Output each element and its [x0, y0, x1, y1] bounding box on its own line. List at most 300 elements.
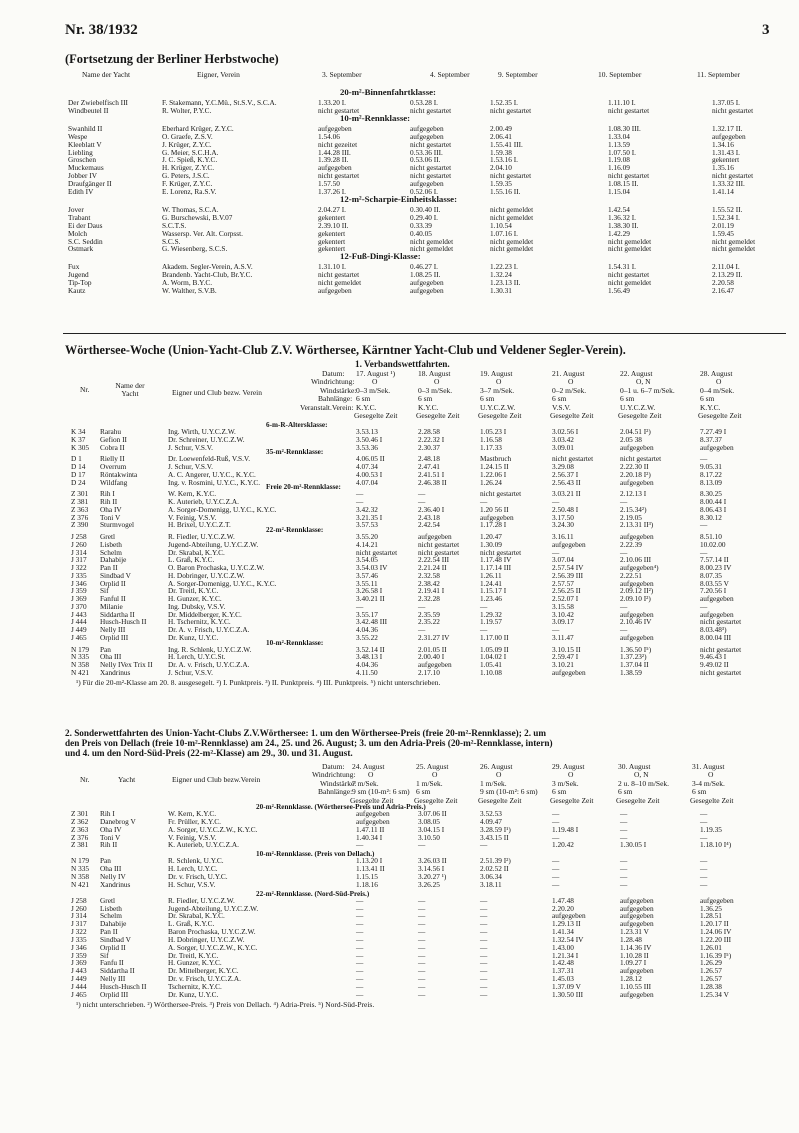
owner-club: Dr. Mittelberger, K.Y.C.: [168, 966, 239, 976]
sonder-title-line: 2. Sonderwettfahrten des Union-Yacht-Clubs Z.V.Wörthersee: 1. um den Wörthersee-Preis (freie 20-m²-Rennklasse); 2. um: [65, 728, 547, 738]
sail-number: D 17: [71, 469, 86, 479]
race-time: 1.14.36 IV: [620, 942, 652, 952]
sail-number: J 317: [71, 919, 87, 929]
header-label: Datum:: [322, 762, 345, 771]
column-header: Gesegelte Zeit: [354, 411, 398, 420]
class-heading: 20-m²-Rennklasse. (Wörthersee-Preis und Adria-Preis.): [256, 803, 426, 811]
yacht-name: S.C. Seddin: [68, 236, 103, 246]
race-time: —: [480, 958, 488, 968]
race-time: nicht gezeitet: [318, 139, 358, 149]
owner-club: O. Baron Prochaska, U.Y.C.Z.W.: [168, 563, 265, 572]
race-time: aufgegeben: [700, 442, 734, 452]
race-time: aufgegeben: [620, 911, 654, 921]
yacht-name: Gretl: [100, 895, 115, 905]
race-time: aufgegeben: [620, 532, 654, 541]
owner-club: Dr. Skrabal, K.Y.C.: [168, 547, 225, 557]
race-time: aufgegeben: [410, 278, 444, 288]
race-time: 8.30.25: [700, 489, 722, 499]
yacht-name: Fanfu II: [100, 958, 124, 968]
race-time: nicht gestartet: [608, 171, 650, 181]
owner-club: R. Wolter, P.Y.C.: [162, 105, 212, 115]
sail-number: Z 376: [71, 832, 89, 842]
race-time: 0.40.05: [410, 228, 432, 238]
race-time: Mastbruch: [480, 454, 512, 464]
race-time: 1.09.27 I: [620, 958, 647, 968]
class-heading: 12-m²-Scharpie-Einheitsklasse:: [340, 193, 457, 204]
yacht-name: Gretl: [100, 532, 115, 541]
owner-club: Dr. A. v. Frisch, U.Y.C.Z.A.: [168, 660, 250, 669]
race-time: nicht gestartet: [620, 454, 662, 464]
race-time: —: [480, 911, 488, 921]
race-time: 2.35.22: [418, 617, 440, 627]
sonder-title-line: den Preis von Dellach (freie 10-m²-Rennklasse) am 24., 25. und 26. August; 3. um den Adria-Preis (20-m²-Rennklasse, intern): [65, 738, 553, 748]
race-header: 6 sm: [552, 394, 567, 404]
race-time: 1.23.46: [480, 594, 502, 603]
sail-number: J 335: [71, 934, 87, 944]
race-time: 1.30.31: [490, 286, 512, 295]
owner-club: G. Meier, S.C.H.A.: [162, 147, 219, 157]
owner-club: W. Kern, K.Y.C.: [168, 489, 217, 499]
race-header: 6 sm: [416, 787, 431, 797]
race-time: gekentert: [318, 228, 346, 238]
race-time: 1.39.28 II.: [318, 155, 349, 165]
owner-club: Dr. v. Frisch, U.Y.C.Z.A.: [168, 974, 241, 984]
owner-club: K. Auterieb, U.Y.C.Z.A.: [168, 497, 240, 506]
race-time: 3.52.53: [480, 809, 502, 818]
race-time: 2.16.47: [712, 286, 734, 295]
race-time: —: [620, 856, 628, 866]
race-time: nicht gemeldet: [608, 278, 652, 288]
race-time: 2.56.39 III: [552, 570, 584, 580]
race-time: 8.17.22: [700, 469, 722, 479]
race-time: 2.00.49: [490, 123, 512, 133]
class-heading: 10-m²-Rennklasse. (Preis von Dellach.): [256, 850, 375, 859]
race-header: 6 sm: [620, 394, 635, 404]
race-time: 2.22.54 III: [418, 555, 450, 565]
sail-number: J 359: [71, 950, 87, 960]
race-header: 0–2 m/Sek.: [552, 385, 587, 395]
owner-club: Dr. Schreiner, U.Y.C.Z.W.: [168, 434, 245, 444]
owner-club: V. Feinig, V.S.V.: [168, 512, 217, 522]
race-time: 1.13.20 I: [356, 856, 383, 866]
owner-club: H. Lerch, U.Y.C.St.: [168, 652, 226, 662]
sail-number: J 449: [71, 625, 87, 634]
race-time: 3.42.48 III: [356, 617, 388, 627]
race-time: 2.20.58: [712, 278, 734, 288]
race-header: 31. August: [692, 762, 725, 771]
race-header: 1 m/Sek.: [416, 778, 443, 788]
race-time: 1.23.13 II.: [490, 278, 521, 288]
sail-number: Z 381: [71, 840, 89, 850]
yacht-name: Sturmvogel: [100, 520, 135, 530]
column-header: Nr.: [80, 775, 90, 784]
race-time: 3.11.47: [552, 632, 574, 642]
sail-number: J 260: [71, 539, 87, 549]
race-time: 3.29.08: [552, 462, 574, 471]
class-heading: 22-m²-Rennklasse:: [266, 526, 324, 534]
owner-club: J. Schur, V.S.V.: [168, 462, 213, 471]
race-time: 1.44.28 III.: [318, 147, 351, 157]
race-header: 0–3 m/Sek.: [356, 385, 391, 395]
race-time: 7.27.49 I: [700, 427, 727, 436]
owner-club: A. Sorger-Domenigg, U.Y.C., K.Y.C.: [168, 578, 277, 588]
race-header: 26. August: [480, 762, 513, 771]
sail-number: Z 301: [71, 809, 89, 818]
race-time: aufgegeben: [356, 816, 390, 826]
yacht-name: Wespe: [68, 131, 88, 141]
race-time: 9.49.02 II: [700, 660, 729, 669]
race-time: nicht gestartet: [356, 547, 398, 557]
race-time: 4.00.53 I: [356, 469, 383, 479]
sail-number: N 335: [71, 652, 90, 662]
yacht-name: Nelly III: [100, 974, 126, 984]
race-time: 3.10.15 II: [552, 644, 581, 654]
yacht-name: Xandrinus: [100, 667, 131, 677]
race-time: —: [620, 809, 628, 818]
race-time: 1.37.23²): [620, 652, 647, 662]
owner-club: G. Burschewski, B.V.07: [162, 212, 233, 222]
race-time: 3.55.17: [356, 609, 378, 619]
race-time: 4.07.34: [356, 462, 378, 471]
race-time: 1.26.11: [480, 570, 502, 580]
race-time: aufgegeben: [410, 286, 444, 295]
race-time: —: [700, 856, 708, 866]
owner-club: R. Fiedler, U.Y.C.Z.W.: [168, 895, 235, 905]
owner-club: Fr. Prüller, K.Y.C.: [168, 816, 221, 826]
column-header: 3. September: [322, 70, 362, 79]
race-header: 6 sm: [552, 787, 567, 797]
race-time: 1.19.48 I: [552, 824, 579, 834]
race-time: 1.22.06 I: [480, 469, 507, 479]
owner-club: Ing. Dubsky, V.S.V.: [168, 601, 226, 611]
race-time: 2.20.20: [552, 903, 574, 913]
yacht-name: Dahabije: [100, 919, 127, 929]
race-time: 4.06.05 II: [356, 454, 385, 464]
race-time: 2.20.18 I²): [620, 469, 651, 479]
sail-number: K 37: [71, 434, 86, 444]
race-time: —: [480, 840, 488, 850]
sail-number: J 258: [71, 895, 87, 905]
race-time: nicht gemeldet: [490, 236, 534, 246]
header-label: Veranstalt.Verein:: [300, 402, 354, 412]
class-heading: 10-m²-Rennklasse:: [266, 638, 324, 647]
sail-number: J 317: [71, 555, 87, 565]
sail-number: J 314: [71, 911, 87, 921]
yacht-name: Schelm: [100, 911, 122, 921]
owner-club: H. Tschernitz, K.Y.C.: [168, 617, 231, 627]
owner-club: H. Schur, V.S.V.: [168, 879, 216, 889]
column-header: Gesegelte Zeit: [478, 411, 522, 420]
yacht-name: Fux: [68, 262, 80, 272]
race-time: 3.52.14 II: [356, 644, 385, 654]
header-label: Windrichtung:: [312, 770, 356, 780]
race-time: —: [356, 911, 364, 921]
race-time: 1.36.25: [700, 903, 722, 913]
race-time: nicht gestartet: [418, 539, 460, 549]
column-header: Gesegelte Zeit: [416, 411, 460, 420]
race-time: —: [356, 989, 364, 999]
race-time: —: [480, 950, 488, 960]
race-time: 3.54.05: [356, 555, 378, 565]
sail-number: D 24: [71, 477, 86, 487]
race-time: 2.36.40 I: [418, 504, 445, 514]
sail-number: J 258: [71, 532, 87, 541]
race-header: O: [434, 377, 440, 387]
sail-number: K 34: [71, 427, 86, 436]
owner-club: A. Sorger-Domenigg, U.Y.C., K.Y.C.: [168, 504, 277, 514]
herbstwoche-title: (Fortsetzung der Berliner Herbstwoche): [65, 52, 279, 66]
header-label: Datum:: [322, 369, 345, 378]
owner-club: R. Schlenk, U.Y.C.: [168, 856, 224, 866]
race-time: 3.16.11: [552, 532, 574, 541]
race-time: 2.05 38: [620, 434, 642, 444]
race-time: —: [480, 927, 488, 937]
race-time: aufgegeben: [410, 179, 444, 189]
race-header: 29. August: [552, 762, 585, 771]
race-time: —: [620, 864, 628, 874]
race-time: aufgegeben: [620, 903, 654, 913]
race-time: 1.37.09 V: [552, 982, 581, 991]
race-time: 1.45.03: [552, 974, 574, 984]
race-time: —: [418, 982, 426, 991]
race-time: 1.52.34 I.: [712, 212, 740, 222]
yacht-name: Trabant: [68, 212, 91, 222]
race-time: 2.35.59: [418, 609, 440, 619]
race-time: nicht gestartet: [608, 105, 650, 115]
race-time: nicht gestartet: [318, 105, 360, 115]
owner-club: Dr. Kunz, U.Y.C.: [168, 989, 219, 999]
race-time: aufgegeben: [620, 578, 654, 588]
race-time: 1.28.38: [700, 982, 722, 991]
race-time: 1.43.00: [552, 942, 574, 952]
race-time: —: [700, 816, 708, 826]
race-time: 3.26.03 II: [418, 856, 447, 866]
race-time: aufgegeben: [410, 131, 444, 141]
column-header: 4. September: [430, 70, 470, 79]
race-time: 1.29.13 II: [552, 919, 581, 929]
owner-club: Baron Prochaska, U.Y.C.Z.W.: [168, 927, 256, 937]
race-time: 1.16.09: [608, 163, 630, 173]
race-time: 1.22.23 I.: [490, 262, 518, 272]
yacht-name: Nelly IV: [100, 871, 126, 881]
owner-club: J. C. Spieß, K.Y.C.: [162, 155, 218, 165]
race-time: —: [418, 989, 426, 999]
race-time: 2.42.54: [418, 520, 440, 530]
race-time: 1.54.31 I.: [608, 262, 636, 272]
sail-number: N 358: [71, 871, 90, 881]
race-header: O: [496, 770, 502, 780]
yacht-name: Oha III: [100, 652, 122, 662]
race-time: 1.36.32 I.: [608, 212, 636, 222]
yacht-name: Orplid II: [100, 578, 126, 588]
column-header: 11. September: [697, 70, 741, 79]
race-time: 2.11.04 I.: [712, 262, 740, 272]
race-header: 18. August: [418, 369, 451, 378]
race-time: 3.40.21 II: [356, 594, 385, 603]
sail-number: Z 376: [71, 512, 89, 522]
race-time: —: [356, 497, 364, 506]
race-time: 2.13.31 II³): [620, 520, 654, 530]
race-time: nicht gemeldet: [608, 244, 652, 254]
yacht-name: Sindbad V: [100, 570, 131, 580]
race-time: —: [356, 840, 364, 850]
yacht-name: Nelly III: [100, 625, 126, 634]
race-time: 1.26.01: [700, 942, 722, 952]
race-time: 1.08.15 II.: [608, 179, 639, 189]
owner-club: Dr. A. v. Frisch, U.Y.C.Z.A.: [168, 625, 250, 634]
race-time: —: [356, 958, 364, 968]
race-time: —: [356, 919, 364, 929]
yacht-name: Toni V: [100, 832, 121, 842]
race-time: 3.55.22: [356, 632, 378, 642]
race-time: 1.54.06: [318, 131, 340, 141]
class-heading: 12-Fuß-Dingi-Klasse:: [340, 251, 421, 262]
race-time: 1.22.20 III: [700, 934, 732, 944]
owner-club: Dr. Kunz, U.Y.C.: [168, 632, 219, 642]
column-header: Eigner, Verein: [197, 70, 240, 79]
race-time: 3.55.20: [356, 532, 378, 541]
race-time: —: [700, 832, 708, 842]
race-time: 2.22.30 II: [620, 462, 649, 471]
owner-club: S.C.T.S.: [162, 220, 187, 230]
owner-club: H. Lerch, U.Y.C.: [168, 864, 218, 874]
race-header: O: [432, 770, 438, 780]
race-time: —: [552, 625, 560, 634]
race-time: —: [356, 950, 364, 960]
race-time: —: [700, 871, 708, 881]
race-time: —: [356, 903, 364, 913]
race-time: 1.38.59: [620, 667, 642, 677]
sail-number: J 314: [71, 547, 87, 557]
owner-club: H. Krüger, Z.Y.C.: [162, 163, 215, 173]
race-time: 8.03.48³): [700, 625, 727, 634]
race-time: 9.46.43 I: [700, 652, 727, 662]
race-time: 4.11.50: [356, 667, 378, 677]
owner-club: O. Graefe, Z.S.V.: [162, 131, 213, 141]
race-header: 3 m/Sek.: [552, 778, 579, 788]
race-header: 2 u. 8–10 m/Sek.: [618, 778, 670, 788]
race-time: 1.15.04: [608, 187, 630, 196]
race-time: 1.28.12: [620, 974, 642, 984]
race-time: —: [418, 840, 426, 850]
race-header: 17. August ¹): [356, 369, 396, 378]
race-time: 2.32.58: [418, 570, 440, 580]
race-header: U.Y.C.Z.W.: [620, 402, 656, 412]
race-time: 1.26.29: [700, 958, 722, 968]
column-header: Gesegelte Zeit: [550, 411, 594, 420]
owner-club: E. Lorenz, Ra.S.V.: [162, 187, 217, 196]
race-time: —: [480, 625, 488, 634]
race-time: —: [480, 982, 488, 991]
owner-club: Jugend-Abteilung, U.Y.C.Z.W.: [168, 539, 259, 549]
race-time: 1.23.31 V: [620, 927, 649, 937]
race-time: 8.03.55 V: [700, 578, 729, 588]
race-time: —: [700, 547, 708, 557]
owner-club: Dr. Treitl, K.Y.C.: [168, 950, 219, 960]
race-time: 3.28.59 I¹): [480, 824, 511, 834]
race-time: 1.19.35: [700, 824, 722, 834]
owner-club: G. Wiesenberg, S.C.S.: [162, 244, 228, 254]
race-time: nicht gemeldet: [490, 204, 534, 214]
yacht-name: Sif: [100, 586, 109, 596]
race-time: 3.09.17: [552, 617, 574, 627]
race-time: 1.24.15 II: [480, 462, 509, 471]
race-time: 2.02.52 II: [480, 864, 509, 874]
race-time: 1.32.54 IV: [552, 934, 584, 944]
race-time: —: [418, 625, 426, 634]
race-time: nicht gemeldet: [490, 212, 534, 222]
owner-club: K. Auterieb, U.Y.C.Z.A.: [168, 840, 240, 850]
race-time: 1.17.33: [480, 442, 502, 452]
race-time: aufgegeben: [410, 123, 444, 133]
yacht-name: Rih I: [100, 809, 115, 818]
yacht-name: Schelm: [100, 547, 122, 557]
race-header: 3–7 m/Sek.: [480, 385, 515, 395]
race-time: 2.04.10: [490, 163, 512, 173]
race-time: 2.09.12 II²): [620, 586, 654, 596]
race-time: —: [356, 934, 364, 944]
race-time: aufgegeben: [418, 660, 452, 669]
race-time: 1.37.26 I.: [318, 187, 346, 196]
race-time: nicht gestartet: [700, 644, 742, 654]
race-time: 1.24.41: [480, 578, 502, 588]
race-header: K.Y.C.: [700, 402, 721, 412]
column-header: 10. September: [598, 70, 642, 79]
column-header: Nr.: [80, 385, 90, 394]
race-time: —: [480, 919, 488, 929]
race-time: —: [480, 942, 488, 952]
race-time: —: [700, 879, 708, 889]
yacht-name: Orplid III: [100, 989, 129, 999]
race-time: 2.04.51 I²): [620, 427, 651, 436]
yacht-name: Edith IV: [68, 187, 94, 196]
yacht-name: Orplid II: [100, 942, 126, 952]
race-time: 1.24.06 IV: [700, 927, 732, 937]
sail-number: J 369: [71, 594, 87, 603]
race-time: 1.55.16 II.: [490, 187, 521, 196]
sail-number: D 14: [71, 462, 86, 471]
yacht-name: Husch-Husch II: [100, 617, 147, 627]
race-time: —: [418, 895, 426, 905]
race-time: 1.33.32 III.: [712, 179, 745, 189]
owner-club: W. Kern, K.Y.C.: [168, 809, 217, 818]
race-time: aufgegeben: [418, 532, 452, 541]
race-time: aufgegeben: [700, 895, 734, 905]
sail-number: J 346: [71, 578, 87, 588]
race-time: —: [480, 934, 488, 944]
race-time: 2.15.34²): [620, 504, 647, 514]
race-time: 1.05.41: [480, 660, 502, 669]
race-time: 8.07.35: [700, 570, 722, 580]
race-time: aufgegeben: [318, 163, 352, 173]
class-heading: 6-m-R-Altersklasse:: [266, 421, 328, 429]
race-time: aufgegeben: [620, 632, 654, 642]
race-time: 2.13.29 II.: [712, 270, 743, 280]
owner-club: Dr. Middelberger, K.Y.C.: [168, 609, 242, 619]
race-time: 1.07.16 I.: [490, 228, 518, 238]
race-time: 2.01.19: [712, 220, 734, 230]
race-time: aufgegeben: [356, 809, 390, 818]
sail-number: N 421: [71, 879, 90, 889]
column-header: Gesegelte Zeit: [690, 796, 734, 805]
yacht-name: Oha IV: [100, 824, 122, 834]
issue-number: Nr. 38/1932: [65, 22, 138, 38]
race-time: —: [356, 982, 364, 991]
race-time: 1.31.43 I.: [712, 147, 740, 157]
race-time: 3.04.15 I: [418, 824, 445, 834]
race-time: 3.14.56 I: [418, 864, 445, 874]
race-time: 3.15.58: [552, 601, 574, 611]
